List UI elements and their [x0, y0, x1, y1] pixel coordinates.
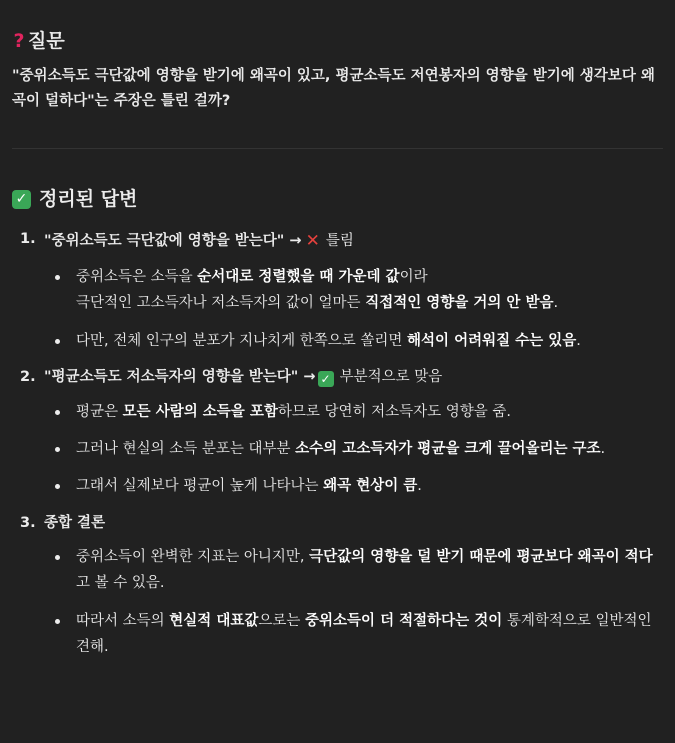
check-mark-icon: ✓ [12, 190, 31, 209]
item-title: "평균소득도 저소득자의 영향을 받는다" → [44, 369, 316, 386]
bullet-item: 중위소득은 소득을 순서대로 정렬했을 때 가운데 값이라 극단적인 고소득자나 저소득자의 값이 얼마든 직접적인 영향을 거의 안 받음. [44, 264, 663, 317]
answer-heading [12, 187, 663, 212]
bullet-dot [55, 447, 60, 452]
bullet-dot [55, 339, 60, 344]
answer-item [12, 512, 663, 661]
emphasis-text: 극단값의 영향을 덜 받기 때문에 평균보다 왜곡이 적다 [309, 549, 653, 566]
cross-mark-icon: ✕ [305, 230, 320, 251]
question-text: "중위소득도 극단값에 영향을 받기에 왜곡이 있고, 평균소득도 저연봉자의 영향을 받기에 생각보다 왜곡이 덜하다"는 주장은 틀린 걸까? [12, 68, 655, 109]
bullet-dot [55, 410, 60, 415]
bullet-item: 그래서 실제보다 평균이 높게 나타나는 왜곡 현상이 큼. [44, 473, 663, 499]
bullet-dot [55, 484, 60, 489]
bullet-dot [55, 555, 60, 560]
bullet-item: 평균은 모든 사람의 소득을 포함하므로 당연히 저소득자도 영향을 줌. [44, 399, 663, 425]
item-number: 1. [20, 230, 36, 247]
bullet-dot [55, 619, 60, 624]
emphasis-text: 해석이 어려워질 수는 있음 [407, 332, 577, 349]
emphasis-text: 현실적 대표값 [169, 612, 259, 629]
answer-heading-text: 정리된 답변 [39, 187, 138, 210]
question-heading [12, 26, 663, 56]
emphasis-text: 직접적인 영향을 거의 안 받음 [365, 295, 554, 312]
item-verdict: 부분적으로 맞음 [339, 369, 443, 386]
emphasis-text: 왜곡 현상이 큼 [323, 478, 418, 495]
bullet-dot [55, 275, 60, 280]
item-title: "중위소득도 극단값에 영향을 받는다" → [44, 232, 302, 249]
divider [12, 148, 663, 149]
emphasis-text: 소수의 고소득자가 평균을 크게 끌어올리는 구조 [295, 440, 601, 457]
answer-list [12, 228, 663, 661]
bullet-item: 따라서 소득의 현실적 대표값으로는 중위소득이 더 적절하다는 것이 통계학적으로 일반적인 견해. [44, 608, 663, 661]
bullet-list [44, 399, 663, 500]
item-number: 3. [20, 514, 36, 531]
item-verdict: 틀림 [325, 232, 354, 249]
bullet-item: 중위소득이 완벽한 지표는 아니지만, 극단값의 영향을 덜 받기 때문에 평균보다 왜곡이 적다고 볼 수 있음. [44, 544, 663, 597]
answer-item [12, 366, 663, 500]
item-title: 종합 결론 [44, 514, 106, 531]
emphasis-text: 순서대로 정렬했을 때 가운데 값 [197, 268, 400, 285]
bullet-item: 그러나 현실의 소득 분포는 대부분 소수의 고소득자가 평균을 크게 끌어올리는 구조. [44, 436, 663, 462]
question-heading-text: 질문 [28, 29, 65, 52]
bullet-list [44, 544, 663, 661]
item-number: 2. [20, 369, 36, 386]
question-mark-icon: ? [13, 29, 25, 52]
emphasis-text: 중위소득이 더 적절하다는 것이 [305, 612, 503, 629]
answer-item [12, 228, 663, 354]
check-mark-icon: ✓ [318, 371, 334, 387]
bullet-item: 다만, 전체 인구의 분포가 지나치게 한쪽으로 쏠리면 해석이 어려워질 수는 있음. [44, 328, 663, 354]
bullet-list [44, 264, 663, 354]
emphasis-text: 모든 사람의 소득을 포함 [122, 403, 278, 420]
